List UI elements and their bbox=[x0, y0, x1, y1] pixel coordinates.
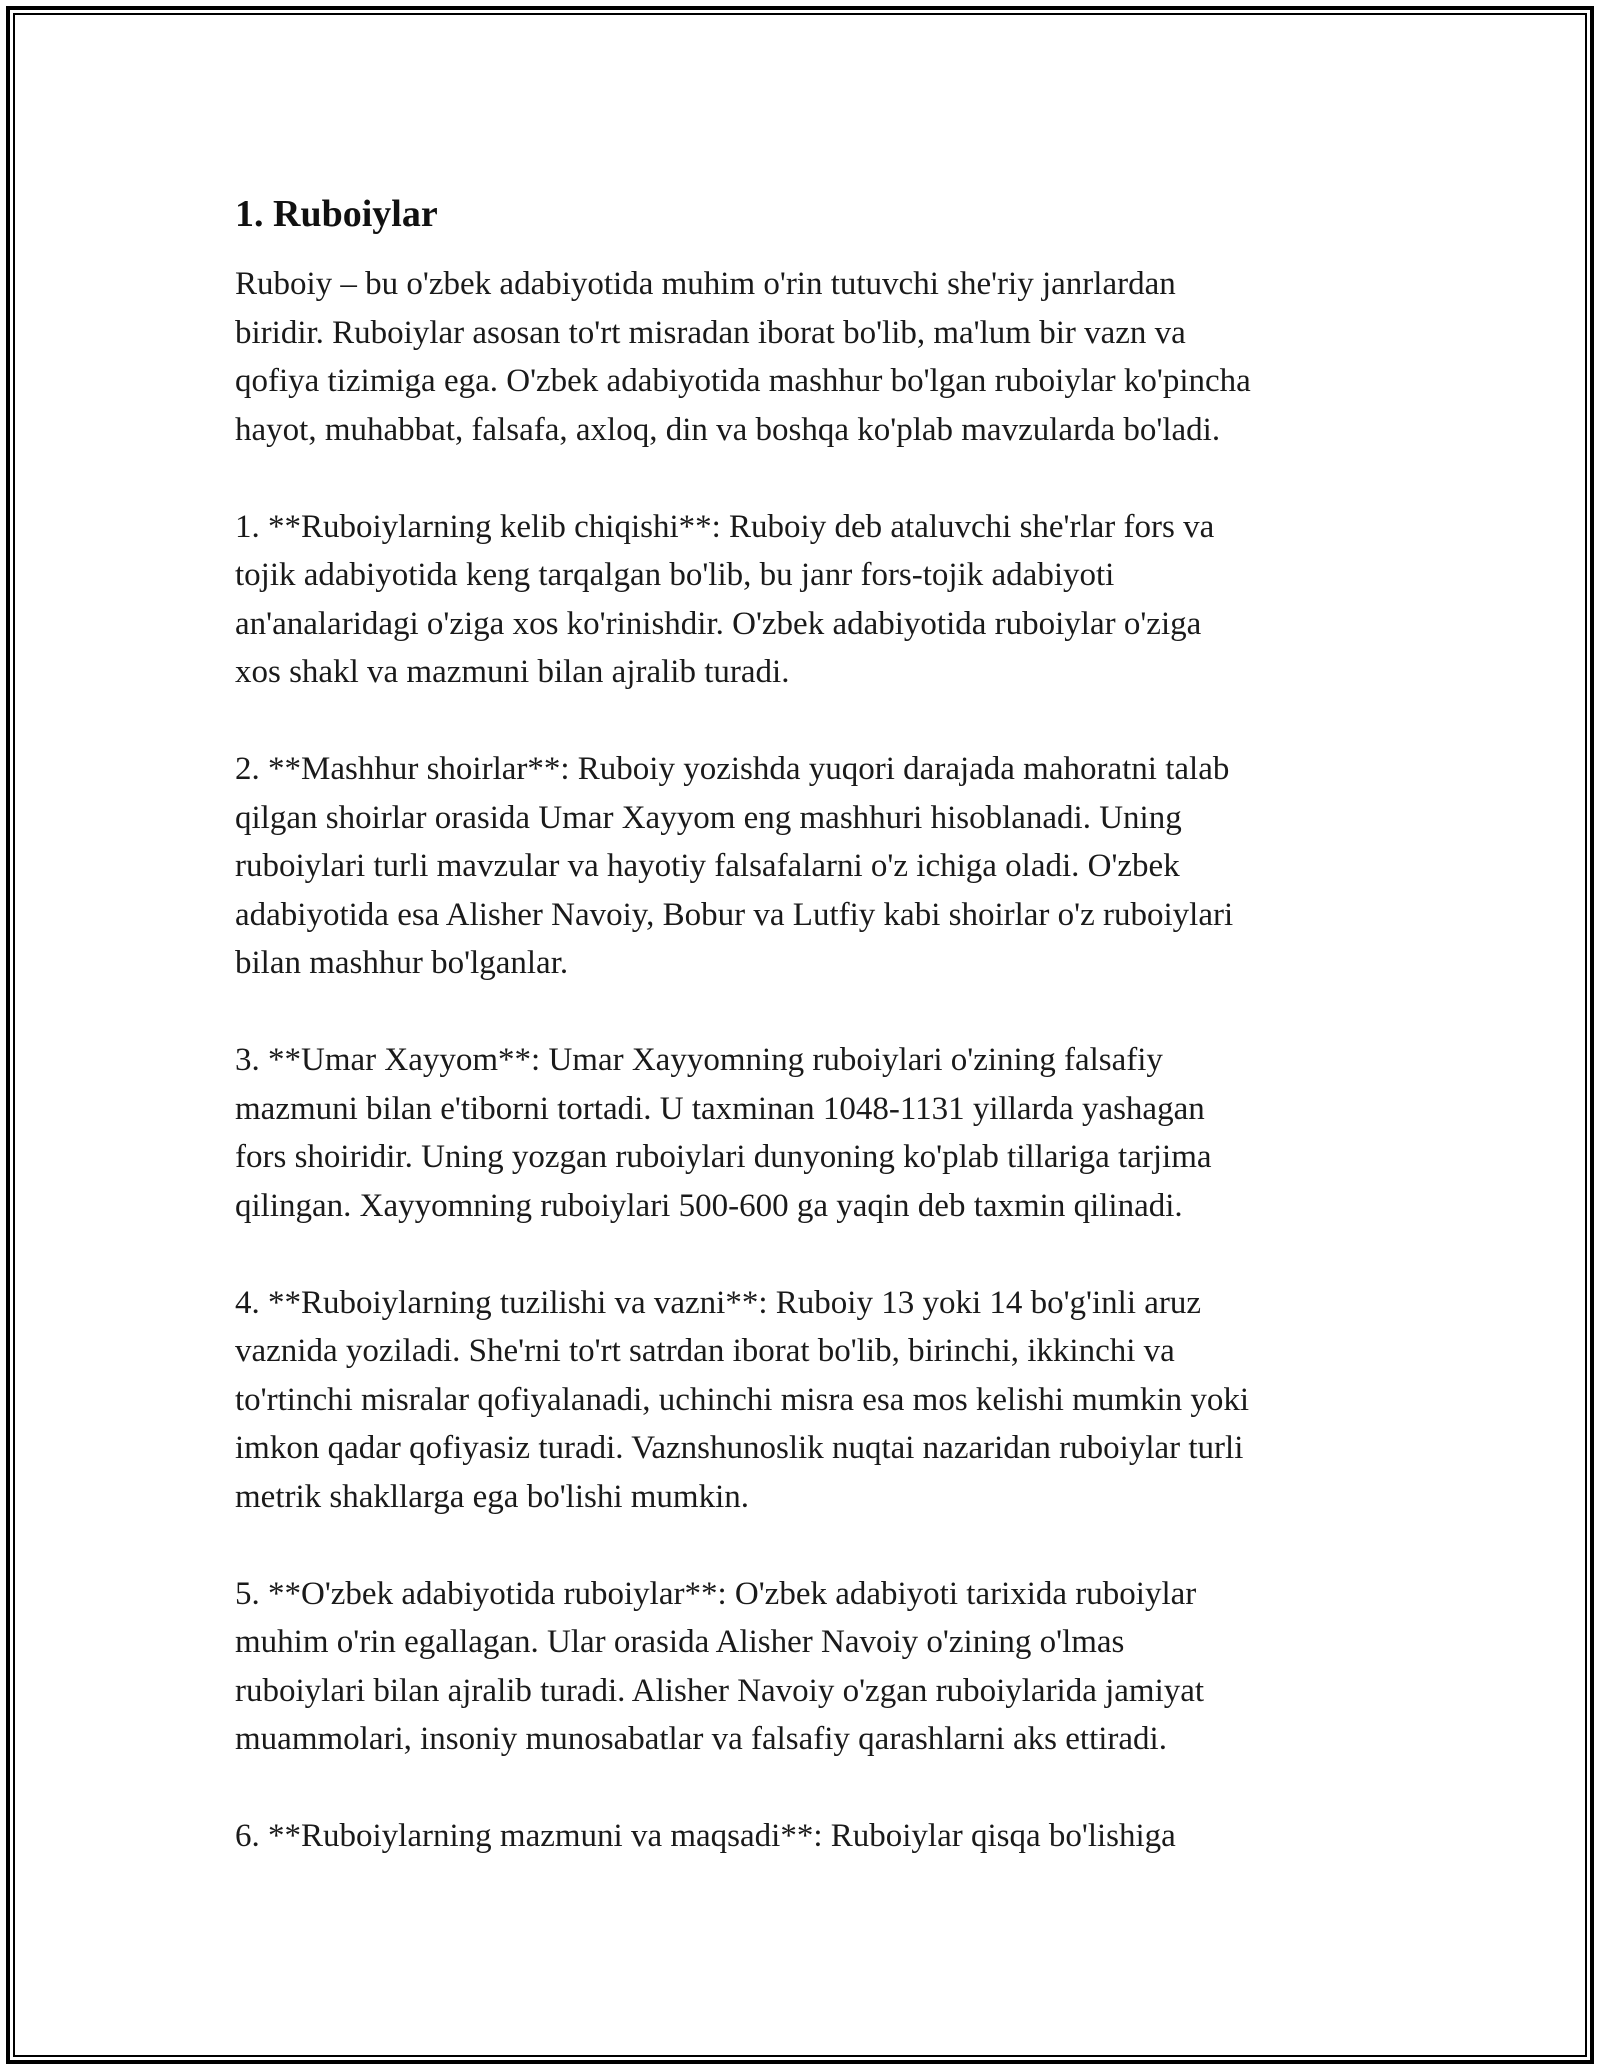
paragraph-content-purpose bbox=[235, 1812, 1385, 1861]
paragraph-line: biridir. Ruboiylar asosan to'rt misradan iborat bo'lib, ma'lum bir vazn va bbox=[235, 314, 1186, 351]
paragraph-umar-xayyom bbox=[235, 1036, 1385, 1230]
paragraph-line: metrik shakllarga ega bo'lishi mumkin. bbox=[235, 1478, 749, 1515]
paragraph-line: hayot, muhabbat, falsafa, axloq, din va boshqa ko'plab mavzularda bo'ladi. bbox=[235, 411, 1221, 448]
paragraph-line: ruboiylari turli mavzular va hayotiy falsafalarni o'z ichiga oladi. O'zbek bbox=[235, 848, 1180, 884]
paragraph-line: mazmuni bilan e'tiborni tortadi. U taxminan 1048-1131 yillarda yashagan bbox=[235, 1090, 1205, 1127]
paragraph-line: an'analaridagi o'ziga xos ko'rinishdir. O'zbek adabiyotida ruboiylar o'ziga bbox=[235, 605, 1202, 642]
paragraph-line: to'rtinchi misralar qofiyalanadi, uchinchi misra esa mos kelishi mumkin yoki bbox=[235, 1381, 1250, 1418]
paragraph-line: adabiyotida esa Alisher Navoiy, Bobur va Lutfiy kabi shoirlar o'z ruboiylari bbox=[235, 896, 1234, 933]
paragraph-line: muammolari, insoniy munosabatlar va falsafiy qarashlarni aks ettiradi. bbox=[235, 1721, 1167, 1757]
paragraph-line: imkon qadar qofiyasiz turadi. Vaznshunoslik nuqtai nazaridan ruboiylar turli bbox=[235, 1430, 1244, 1466]
document-body bbox=[235, 190, 1385, 1909]
paragraph-intro bbox=[235, 260, 1385, 454]
paragraph-origin bbox=[235, 503, 1385, 697]
paragraph-line: ruboiylari bilan ajralib turadi. Alisher Navoiy o'zgan ruboiylarida jamiyat bbox=[235, 1672, 1205, 1709]
paragraph-line: 3. **Umar Xayyom**: Umar Xayyomning ruboiylari o'zining falsafiy bbox=[235, 1042, 1163, 1078]
paragraph-line: xos shakl va mazmuni bilan ajralib turadi. bbox=[235, 654, 790, 690]
paragraph-line: 2. **Mashhur shoirlar**: Ruboiy yozishda yuqori darajada mahoratni talab bbox=[235, 751, 1230, 787]
paragraph-line: tojik adabiyotida keng tarqalgan bo'lib, bu janr fors-tojik adabiyoti bbox=[235, 557, 1115, 593]
paragraph-line: bilan mashhur bo'lganlar. bbox=[235, 945, 569, 981]
paragraph-line: vaznida yoziladi. She'rni to'rt satrdan iborat bo'lib, birinchi, ikkinchi va bbox=[235, 1333, 1175, 1369]
paragraph-line: muhim o'rin egallagan. Ular orasida Alisher Navoiy o'zining o'lmas bbox=[235, 1624, 1125, 1660]
paragraph-line: 1. **Ruboiylarning kelib chiqishi**: Ruboiy deb ataluvchi she'rlar fors va bbox=[235, 508, 1215, 545]
paragraph-line: 4. **Ruboiylarning tuzilishi va vazni**: Ruboiy 13 yoki 14 bo'g'inli aruz bbox=[235, 1284, 1202, 1321]
paragraph-line: qilingan. Xayyomning ruboiylari 500-600 ga yaqin deb taxmin qilinadi. bbox=[235, 1187, 1183, 1224]
paragraph-line: qilgan shoirlar orasida Umar Xayyom eng mashhuri hisoblanadi. Uning bbox=[235, 799, 1182, 836]
paragraph-line: 6. **Ruboiylarning mazmuni va maqsadi**: Ruboiylar qisqa bo'lishiga bbox=[235, 1818, 1176, 1854]
paragraph-line: Ruboiy – bu o'zbek adabiyotida muhim o'rin tutuvchi she'riy janrlardan bbox=[235, 266, 1176, 302]
paragraph-uzbek-literature bbox=[235, 1570, 1385, 1764]
paragraph-famous-poets bbox=[235, 745, 1385, 988]
page-title: 1. Ruboiylar bbox=[235, 193, 438, 235]
paragraph-line: 5. **O'zbek adabiyotida ruboiylar**: O'zbek adabiyoti tarixida ruboiylar bbox=[235, 1575, 1197, 1612]
paragraph-structure-meter bbox=[235, 1279, 1385, 1522]
paragraph-line: qofiya tizimiga ega. O'zbek adabiyotida mashhur bo'lgan ruboiylar ko'pincha bbox=[235, 363, 1251, 399]
paragraph-line: fors shoiridir. Uning yozgan ruboiylari dunyoning ko'plab tillariga tarjima bbox=[235, 1139, 1212, 1175]
